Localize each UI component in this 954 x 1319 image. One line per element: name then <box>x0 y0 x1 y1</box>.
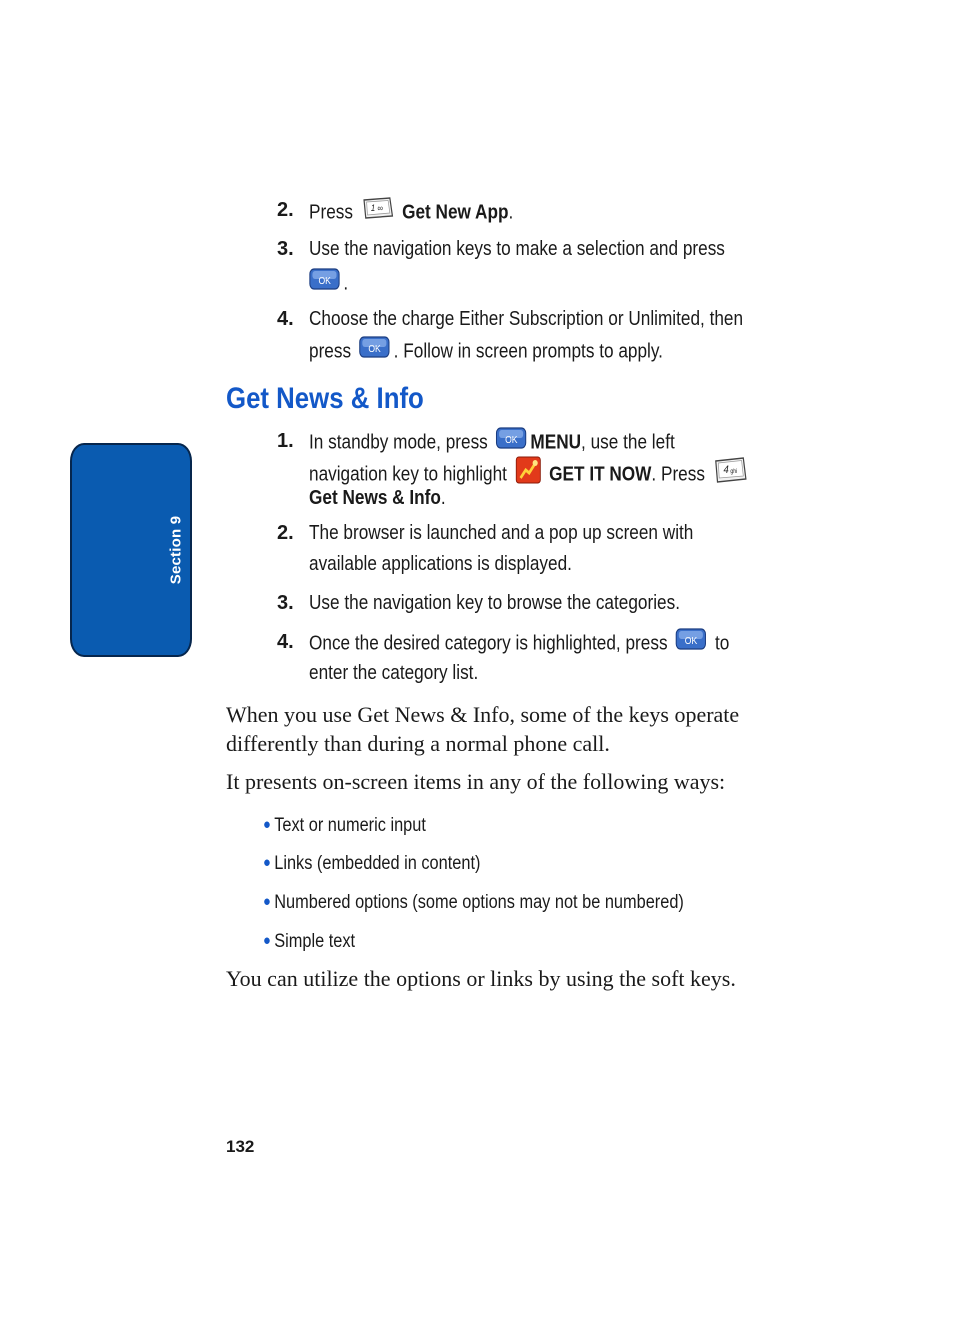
section-heading: Get News & Info <box>226 382 424 415</box>
step-text: enter the category list. <box>309 662 479 684</box>
ok-key-icon <box>676 628 707 656</box>
ok-key-icon <box>309 268 340 296</box>
step-text-part: . <box>440 487 446 509</box>
1-key-icon <box>361 196 394 226</box>
step-text: Use the navigation key to browse the categories. <box>309 592 680 614</box>
get-it-now-icon <box>515 456 541 490</box>
step-text-part: Once the desired category is highlighted, press <box>309 632 668 655</box>
step-text <box>309 198 513 228</box>
step-text <box>309 429 675 457</box>
step-text-part: navigation key to highlight <box>309 463 507 486</box>
svg-text:4: 4 <box>723 464 729 477</box>
section-tab-label: Section 9 <box>167 515 185 585</box>
body-paragraph: You can utilize the options or links by using the soft keys. <box>226 966 736 991</box>
step-bold-text: Get New App <box>402 201 509 224</box>
bullet-icon: ● <box>263 816 271 833</box>
step-text-part: Press <box>309 201 353 224</box>
step-number: 2. <box>277 522 294 544</box>
svg-text:OK: OK <box>685 635 698 647</box>
4-key-icon <box>713 456 747 490</box>
step-text-part: , use the left <box>581 431 675 454</box>
step-number: 1. <box>277 430 294 452</box>
bullet-icon: ● <box>263 854 271 871</box>
svg-text:ghi: ghi <box>730 468 738 476</box>
step-text: Choose the charge Either Subscription or Unlimited, then <box>309 308 744 330</box>
step-number: 4. <box>277 631 294 653</box>
step-text <box>309 630 729 658</box>
step-text: Use the navigation keys to make a selection and press <box>309 238 725 260</box>
step-text-part: press <box>309 340 352 363</box>
list-item-text: Links (embedded in content) <box>274 853 481 874</box>
step-text-part: . Press <box>651 463 705 486</box>
step-text-part: to <box>714 632 730 655</box>
step-text <box>309 338 663 366</box>
step-text-part: . Follow in screen prompts to apply. <box>393 340 663 363</box>
list-item-text: Numbered options (some options may not be numbered) <box>274 892 684 913</box>
step-text <box>309 486 446 510</box>
svg-text:OK: OK <box>318 275 331 287</box>
step-number: 4. <box>277 308 294 330</box>
body-paragraph: differently than during a normal phone call. <box>226 731 610 756</box>
body-paragraph: When you use Get News & Info, some of the keys operate <box>226 702 740 727</box>
list-item-text: Text or numeric input <box>274 815 426 836</box>
svg-text:1 ∞: 1 ∞ <box>370 202 383 214</box>
step-number: 2. <box>277 199 294 221</box>
step-bold-text: GET IT NOW <box>549 463 652 486</box>
ok-key-icon <box>496 427 527 455</box>
list-item <box>263 930 355 955</box>
bullet-icon: ● <box>263 932 271 949</box>
step-text-part: . <box>343 272 349 295</box>
list-item-text: Simple text <box>274 931 356 952</box>
step-number: 3. <box>277 592 294 614</box>
step-text <box>309 270 348 298</box>
list-item <box>263 891 684 916</box>
svg-text:OK: OK <box>505 434 518 446</box>
step-bold-text: Get News & Info <box>309 487 441 509</box>
step-text-part: . <box>508 201 514 224</box>
bullet-icon: ● <box>263 893 271 910</box>
ok-key-icon <box>359 336 390 364</box>
step-text: The browser is launched and a pop up screen with <box>309 522 694 544</box>
step-text-part: In standby mode, press <box>309 431 488 454</box>
body-paragraph: It presents on-screen items in any of the following ways: <box>226 769 726 794</box>
page-number: 132 <box>226 1137 255 1156</box>
list-item <box>263 852 480 877</box>
step-text: available applications is displayed. <box>309 553 572 575</box>
step-bold-text: MENU <box>530 431 582 454</box>
list-item <box>263 814 426 839</box>
step-number: 3. <box>277 238 294 260</box>
svg-text:OK: OK <box>368 343 382 355</box>
